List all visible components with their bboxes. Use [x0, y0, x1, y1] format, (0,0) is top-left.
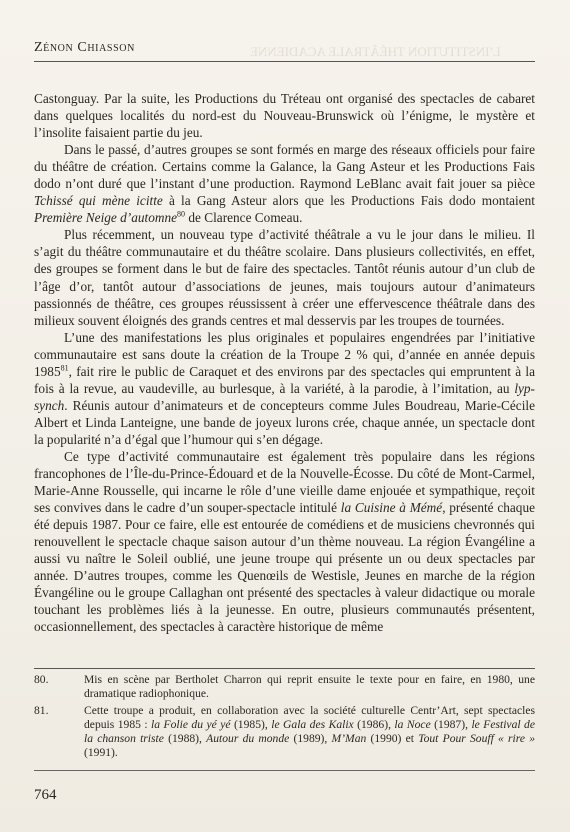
footnote-ref: 81: [60, 363, 69, 373]
paragraph-2: [34, 141, 535, 226]
paragraph-4: [34, 329, 535, 448]
footnote-text-run: (1987),: [430, 718, 472, 731]
body-text: [34, 90, 535, 636]
footnote-text: Mis en scène par Bertholet Charron qui reprit ensuite le texte pour en faire, en 1980, une dramatique radiophonique.: [84, 673, 535, 700]
running-head: Zénon Chiasson: [34, 40, 135, 55]
italic-term: lyp-synch: [34, 380, 535, 413]
show-title: le Festival de la chanson triste: [84, 718, 535, 745]
show-title: Autour du monde: [206, 732, 290, 745]
show-title: la Cuisine à Mémé: [340, 500, 443, 516]
footnote-80: [34, 673, 535, 701]
show-title: la Noce: [394, 718, 431, 731]
paragraph-4-text: . Réunis autour d’animateurs et de concepteurs comme Jules Boudreau, Marie-Cécile Albert et Linda Lanteigne, une bande de joyeux lurons crée, chaque année, un spectacle dont la popularité n’a d’égal que l’humour qui s’en dégage.: [34, 397, 535, 447]
paragraph-2-text: de Clarence Comeau.: [185, 210, 303, 226]
paragraph-5: [34, 448, 535, 636]
footnotes: [34, 673, 535, 763]
footnote-text-run: Cette troupe a produit, en collaboration avec la société culturelle Centr’Art, sept spectacles depuis 1985 :: [84, 704, 535, 731]
footnote-text-run: (1988),: [163, 732, 207, 745]
show-title: le Gala des Kalix: [271, 718, 354, 731]
footnote-text-run: (1991).: [84, 746, 118, 759]
footnote-ref: 80: [177, 209, 186, 219]
play-title: Première Neige d’automne: [34, 210, 178, 226]
paragraph-5-text: Ce type d’activité communautaire est également très populaire dans les régions francophones de l’Île-du-Prince-Édouard et de la Nouvelle-Écosse. Du côté de Mont-Carmel, Marie-Anne Rousselle, qui incarne le rôle d’une vieille dame enjouée et sympathique, reçoit ses convives dans le cadre d’un souper-spectacle intitulé: [34, 448, 535, 516]
bleed-through-decoration: L’INSTITUTION THÉÂTRALE ACADIENNE: [250, 44, 501, 59]
play-title: Tchissé qui mène icitte: [34, 193, 163, 209]
paragraph-1: Castonguay. Par la suite, les Productions du Tréteau ont organisé des spectacles de cabaret dans quelques localités du nord-est du Nouveau-Brunswick où l’énigme, le mystère et l’insolite faisaient partie du jeu.: [34, 91, 535, 141]
paragraph-4-text: , fait rire le public de Caraquet et des environs par des spectacles qui empruntent à la fois à la revue, au vaudeville, au burlesque, à la variété, à la parodie, à l’imitation, au: [34, 363, 535, 396]
paragraph-3: Plus récemment, un nouveau type d’activité théâtrale a vu le jour dans le milieu. Il s’agit du théâtre communautaire et du théâtre scolaire. Dans plusieurs collectivités, en effet, des groupes se forment dans le but de faire des spectacles. Tantôt réunis autour d’un club de l’âge d’or, tantôt autour d’associations de jeunes, mais toujours autour d’animateurs passionnés de théâtre, ces groupes réussissent à créer une effervescence théâtrale dans des milieux souvent éloignés des grands centres et mal desservis par les troupes de tournées.: [34, 227, 535, 328]
paragraph-2-text: Dans le passé, d’autres groupes se sont formés en marge des réseaux officiels pour faire du théâtre de création. Certains comme la Galance, la Gang Asteur et les Productions Fais dodo n’ont duré que l’instant d’une production. Raymond LeBlanc avait fait jouer sa pièce: [34, 142, 535, 192]
footnote-text: [84, 704, 535, 760]
footnote-text-run: (1985),: [230, 718, 272, 731]
footnote-rule: [34, 668, 535, 669]
footnote-text-run: (1986),: [353, 718, 395, 731]
footnote-number: 81.: [34, 704, 49, 717]
show-title: M’Man: [331, 732, 367, 745]
paragraph-2-text: à la Gang Asteur alors que les Productions Fais dodo montaient: [162, 193, 535, 209]
page-number: 764: [34, 787, 57, 803]
paragraph-5-text: , présenté chaque été depuis 1987. Pour ce faire, elle est entourée de comédiens et de musiciens chevronnés qui renouvellent le spectacle chaque saison autour d’un thème nouveau. La région Évangéline a aussi vu naître le Soleil oublié, une jeune troupe qui présente un ou deux spectacles par année. D’autres troupes, comme les Quenœils de Westisle, Jeunes en marche de la région Évangéline ou le groupe Callaghan ont présenté des spectacles à valeur didactique ou morale touchant les problèmes liés à la jeunesse. En outre, plusieurs communautés présentent, occasionnellement, des spectacles à caractère historique de même: [34, 500, 535, 635]
footnote-81: [34, 704, 535, 760]
paragraph-4-text: L’une des manifestations les plus originales et populaires engendrées par l’initiative communautaire est sans doute la création de la Troupe 2 % qui, d’année en année depuis 1985: [34, 329, 535, 379]
show-title: la Folie du yé yé: [151, 718, 231, 731]
footnote-text-run: (1990) et: [366, 732, 419, 745]
footer-rule: [34, 770, 535, 771]
show-title: Tout Pour Souff « rire »: [418, 732, 536, 745]
footnote-number: 80.: [34, 673, 49, 686]
footnote-text-run: (1989),: [289, 732, 332, 745]
header-rule: [34, 61, 535, 62]
